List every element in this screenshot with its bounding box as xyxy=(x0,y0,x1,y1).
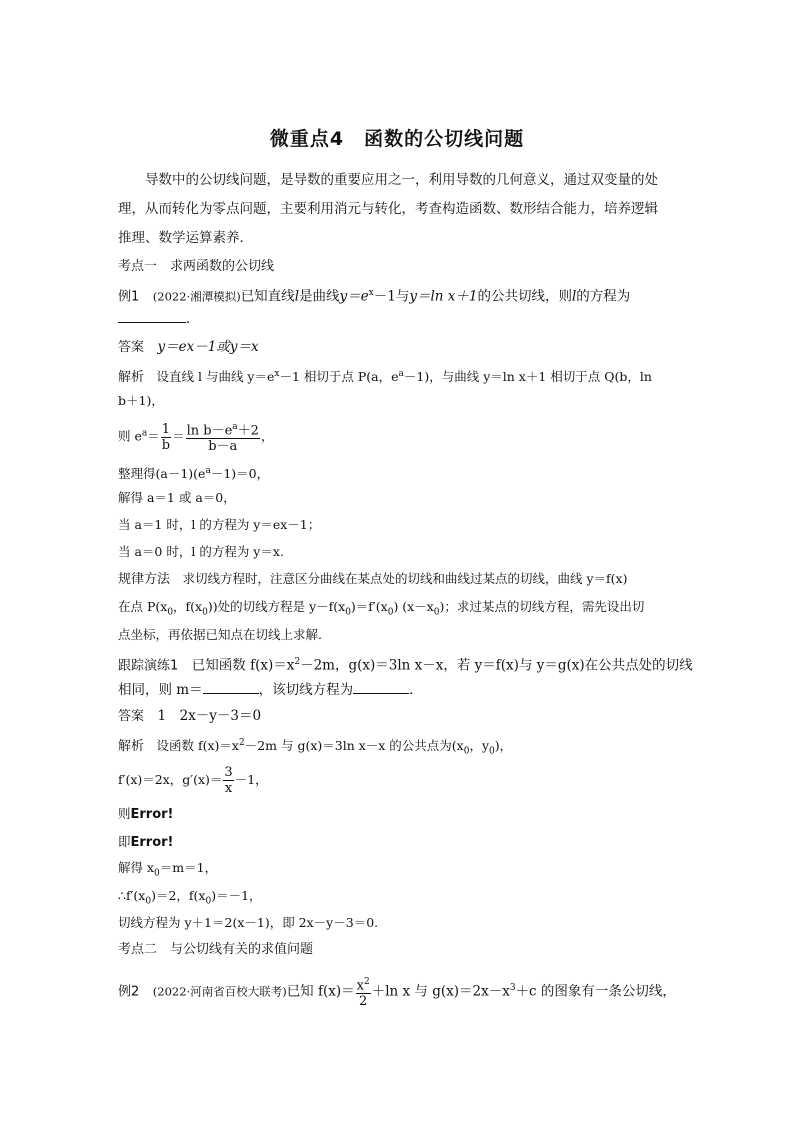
fraction-2 xyxy=(186,420,260,454)
math-sub: 0 xyxy=(489,746,495,757)
practice-analysis-4 xyxy=(118,832,174,853)
math-sup: a xyxy=(141,428,148,439)
text: 的公共切线，则 xyxy=(477,288,572,305)
text: ， xyxy=(260,428,274,444)
math-sub: 0 xyxy=(345,607,351,618)
frac-den: 2 xyxy=(359,994,368,1010)
text: )＝－1， xyxy=(211,888,262,903)
method-line-1 xyxy=(118,569,627,590)
practice-1-line-2 xyxy=(118,679,423,700)
frac-num xyxy=(356,975,371,994)
text: x xyxy=(356,978,364,994)
example-source: (2022·湘潭模拟) xyxy=(152,289,241,304)
math: y＝ln x＋1 xyxy=(409,288,478,305)
math-sub: 0 xyxy=(387,607,394,618)
text: 则 e xyxy=(118,428,142,444)
text: －1 相切于点 P(a，e xyxy=(279,369,399,385)
analysis-line-1 xyxy=(118,364,652,388)
text: ，该切线方程为 xyxy=(258,682,354,698)
text: 在点 P(x xyxy=(118,599,168,614)
text: )＝2，f(x xyxy=(151,888,206,903)
intro-line-3: 推理、数学运算素养． xyxy=(118,230,253,246)
text: 整理得(a－1)(e xyxy=(118,466,206,482)
text: 解得 x xyxy=(118,860,155,875)
math-sub: 0 xyxy=(154,868,160,879)
math-sup: a xyxy=(205,466,211,476)
math-sup: a xyxy=(398,369,404,379)
error-text: Error! xyxy=(130,807,174,822)
answer-text: y＝ex－1或y＝x xyxy=(157,339,259,355)
analysis-line-2: b＋1)， xyxy=(118,393,164,408)
text: 求切线方程时，注意区分曲线在某点处的切线和曲线过某点的切线，曲线 y＝f(x) xyxy=(182,571,628,586)
text: ，f(x xyxy=(173,599,203,614)
example-2-statement xyxy=(118,975,676,1009)
fraction-3 xyxy=(223,765,233,796)
math-sub: 0 xyxy=(205,896,212,907)
math-sub: 0 xyxy=(202,607,208,618)
practice-label: 跟踪演练1 xyxy=(118,658,179,674)
math: －1 xyxy=(373,288,396,305)
error-text: Error! xyxy=(130,835,174,850)
text: ))处的切线方程是 y－f(x xyxy=(207,599,346,614)
math-sup: x xyxy=(368,288,374,298)
math-sup: a xyxy=(232,422,238,432)
text: ，y xyxy=(469,738,490,754)
text: ． xyxy=(409,682,423,698)
text: 是曲线 xyxy=(299,288,340,305)
var: l xyxy=(294,288,300,305)
text: ＝ xyxy=(147,428,160,444)
text: 设函数 f(x)＝x xyxy=(156,738,239,754)
text: 即 xyxy=(118,834,131,849)
answer-blank[interactable] xyxy=(118,308,186,323)
math-sub: 0 xyxy=(463,746,470,757)
text: ＋2 xyxy=(237,423,259,439)
section-heading-1: 考点一 求两函数的公切线 xyxy=(118,259,275,274)
analysis-line-3 xyxy=(118,420,273,454)
text: )， xyxy=(494,738,513,754)
method-line-2 xyxy=(118,597,644,623)
example-label: 例2 xyxy=(118,984,140,1000)
page-title: 微重点4 函数的公切线问题 xyxy=(269,128,525,150)
math-sub: 0 xyxy=(167,607,174,618)
math-sup: x xyxy=(274,369,280,379)
text: ＋c 的图象有一条公切线， xyxy=(515,983,676,1000)
math-sub: 0 xyxy=(145,896,152,907)
frac-num xyxy=(186,420,260,439)
example-1-answer xyxy=(118,337,259,358)
math-sup: 3 xyxy=(509,983,516,994)
var: l xyxy=(571,288,577,305)
practice-analysis-3 xyxy=(118,804,174,825)
answer-blank-line xyxy=(118,308,200,329)
analysis-label: 解析 xyxy=(118,370,145,386)
answer-label: 答案 xyxy=(118,340,145,355)
answer-blank-tangent[interactable] xyxy=(353,679,409,694)
method-label: 规律方法 xyxy=(118,572,171,587)
math-sub: 0 xyxy=(433,607,440,618)
math: y＝e xyxy=(339,288,369,305)
text: f′(x)＝2x，g′(x)＝ xyxy=(118,772,223,787)
intro-line-1: 导数中的公切线问题，是导数的重要应用之一，利用导数的几何意义，通过双变量的处 xyxy=(145,172,658,188)
text: 已知函数 f(x)＝x xyxy=(191,657,295,674)
practice-analysis-6 xyxy=(118,886,262,912)
section-heading-2: 考点二 与公切线有关的求值问题 xyxy=(118,942,314,957)
text: ∴f′(x xyxy=(118,888,146,903)
practice-analysis-1 xyxy=(118,733,512,762)
practice-analysis-5 xyxy=(118,858,217,884)
text: －1)＝0， xyxy=(210,466,270,482)
text: 与 xyxy=(395,288,410,305)
text: ＝ xyxy=(172,428,185,444)
answer-label: 答案 xyxy=(118,709,145,724)
math-sup: 2 xyxy=(363,977,370,987)
text: ． xyxy=(186,311,200,327)
answer-blank-m[interactable] xyxy=(203,679,259,694)
text: ＝m＝1， xyxy=(159,860,218,875)
analysis-label: 解析 xyxy=(118,739,145,755)
text: －1， xyxy=(234,772,268,787)
example-label: 例1 xyxy=(118,289,140,305)
text: 的方程为 xyxy=(576,288,631,305)
text: －2m 与 g(x)＝3ln x－x 的公共点为(x xyxy=(244,738,464,754)
example-1-statement xyxy=(118,283,630,308)
analysis-line-7: 当 a＝0 时，l 的方程为 y＝x. xyxy=(118,544,284,559)
frac-den: b－a xyxy=(208,439,238,455)
math-sup: 2 xyxy=(238,738,245,748)
frac-num: 1 xyxy=(161,421,171,437)
text: 则 xyxy=(118,806,131,821)
frac-num: 3 xyxy=(224,765,233,780)
math-sup: 2 xyxy=(294,657,301,667)
text: 设直线 l 与曲线 y＝e xyxy=(156,369,275,385)
text: －1)，与曲线 y＝ln x＋1 相切于点 Q(b，ln xyxy=(403,369,652,385)
analysis-line-5: 解得 a＝1 或 a＝0， xyxy=(118,490,236,505)
analysis-line-4 xyxy=(118,461,269,484)
fraction-1 xyxy=(161,422,171,453)
practice-1-answer xyxy=(118,706,261,727)
text: 已知直线 xyxy=(240,288,295,305)
practice-analysis-2 xyxy=(118,765,268,796)
fraction-4 xyxy=(356,975,371,1009)
text: ＋ln x 与 g(x)＝2x－x xyxy=(371,983,510,1000)
frac-den: x xyxy=(224,781,233,796)
example-source: (2022·河南省百校大联考) xyxy=(152,984,287,999)
practice-1-statement xyxy=(118,652,693,677)
practice-analysis-7: 切线方程为 y＋1＝2(x－1)，即 2x－y－3＝0. xyxy=(118,915,379,930)
text: ln b－e xyxy=(186,423,233,439)
text: )；求过某点的切线方程，需先设出切 xyxy=(439,599,645,614)
text: )＝f′(x xyxy=(350,599,388,614)
intro-line-2: 理，从而转化为零点问题，主要利用消元与转化，考查构造函数、数形结合能力，培养逻辑 xyxy=(118,201,658,217)
text: ) (x－x xyxy=(393,599,434,614)
text: 已知 f(x)＝ xyxy=(286,983,355,1000)
analysis-line-6: 当 a＝1 时，l 的方程为 y＝ex－1； xyxy=(118,517,321,532)
method-line-3: 点坐标，再依据已知点在切线上求解. xyxy=(118,627,322,642)
text: 相同，则 m＝ xyxy=(118,682,203,698)
text: －2m，g(x)＝3ln x－x，若 y＝f(x)与 y＝g(x)在公共点处的切线 xyxy=(300,657,693,674)
frac-den: b xyxy=(161,437,171,453)
answer-text: 1 2x－y－3＝0 xyxy=(157,708,262,724)
